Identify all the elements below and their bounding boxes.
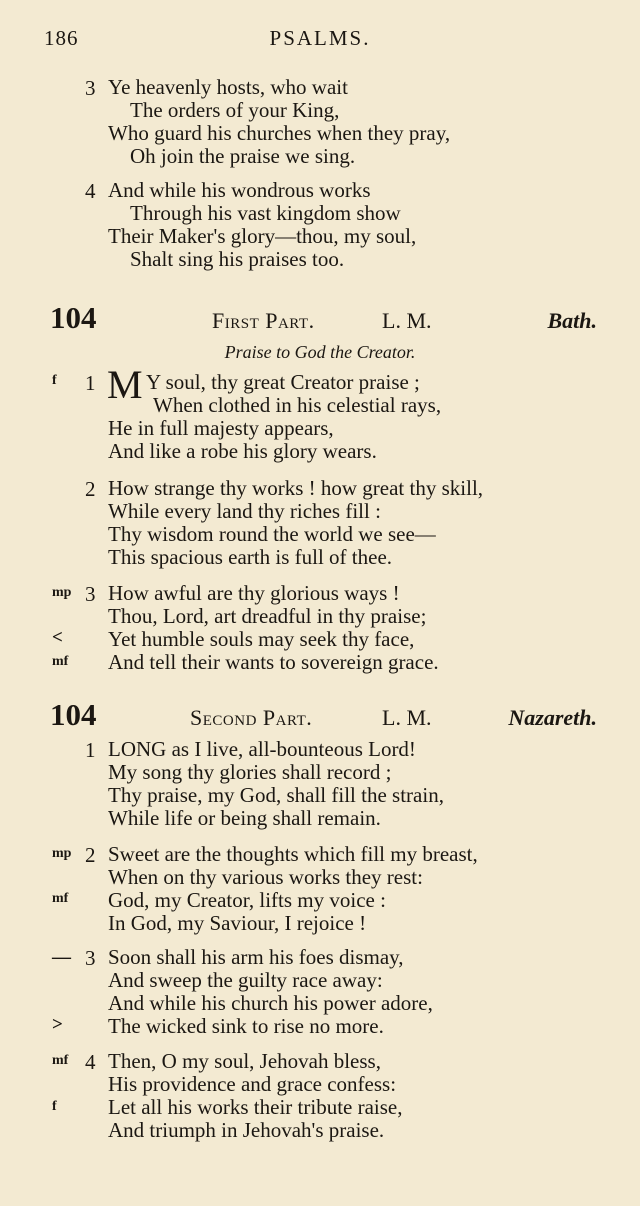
dynamic-mark: f: [52, 1099, 57, 1114]
page-number: 186: [44, 26, 79, 50]
verse-line: Through his vast kingdom show: [130, 201, 401, 225]
verse-line: This spacious earth is full of thee.: [108, 545, 393, 569]
verse-number: 1: [85, 738, 96, 762]
verse-line: And like a robe his glory wears.: [108, 439, 377, 463]
verse-line: Thy praise, my God, shall fill the strain,: [108, 783, 444, 807]
dynamic-mark: <: [52, 627, 63, 648]
verse-line: Soon shall his arm his foes dismay,: [108, 945, 404, 969]
dynamic-mark: >: [52, 1014, 63, 1035]
verse-line: He in full majesty appears,: [108, 416, 334, 440]
verse-line: Ye heavenly hosts, who wait: [108, 75, 348, 99]
part-label: Second Part.: [190, 705, 313, 730]
verse-line: The wicked sink to rise no more.: [108, 1014, 384, 1038]
hymn-number: 104: [50, 300, 97, 335]
verse-number: 3: [85, 582, 96, 606]
verse-line: God, my Creator, lifts my voice :: [108, 888, 386, 912]
dynamic-mark: —: [52, 947, 71, 968]
verse-line: Shalt sing his praises too.: [130, 247, 345, 271]
verse-line: And while his church his power adore,: [108, 991, 433, 1015]
meter-label: L. M.: [382, 705, 432, 730]
dynamic-mark: mp: [52, 585, 72, 600]
dynamic-mark: mp: [52, 846, 72, 861]
verse-line: And sweep the guilty race away:: [108, 968, 383, 992]
verse-line: The orders of your King,: [130, 98, 340, 122]
verse-number: 3: [85, 76, 96, 100]
verse-line: While life or being shall remain.: [108, 806, 381, 830]
dynamic-mark: f: [52, 373, 57, 388]
tune-name: Bath.: [547, 308, 597, 333]
drop-cap: M: [107, 362, 143, 407]
hymn-number: 104: [50, 697, 97, 732]
verse-line: Yet humble souls may seek thy face,: [108, 627, 415, 651]
verse-line: When on thy various works they rest:: [108, 865, 423, 889]
verse-line: And triumph in Jehovah's praise.: [108, 1118, 385, 1142]
verse-line: Who guard his churches when they pray,: [108, 121, 451, 145]
verse-line: And tell their wants to sovereign grace.: [108, 650, 439, 674]
verse-line: When clothed in his celestial rays,: [153, 393, 442, 417]
verse-number: 4: [85, 179, 96, 203]
verse-line: Oh join the praise we sing.: [130, 144, 356, 168]
verse-line: LONG as I live, all-bounteous Lord!: [108, 737, 416, 761]
verse-number: 2: [85, 477, 96, 501]
verse-line: Their Maker's glory—thou, my soul,: [108, 224, 417, 248]
meter-label: L. M.: [382, 308, 432, 333]
verse-number: 4: [85, 1050, 96, 1074]
verse-line: How strange thy works ! how great thy skill,: [108, 476, 484, 500]
page-title: PSALMS.: [269, 26, 371, 50]
verse-number: 1: [85, 371, 96, 395]
verse-line: In God, my Saviour, I rejoice !: [108, 911, 367, 935]
verse-number: 2: [85, 843, 96, 867]
verse-line: My song thy glories shall record ;: [108, 760, 392, 784]
tune-name: Nazareth.: [508, 705, 597, 730]
verse-line: His providence and grace confess:: [108, 1072, 397, 1096]
dynamic-mark: mf: [52, 891, 69, 906]
verse-line: Sweet are the thoughts which fill my breast,: [108, 842, 478, 866]
verse-line: Thou, Lord, art dreadful in thy praise;: [108, 604, 427, 628]
verse-line: How awful are thy glorious ways !: [108, 581, 400, 605]
verse-number: 3: [85, 946, 96, 970]
hymn-subtitle: Praise to God the Creator.: [224, 342, 416, 362]
verse-line: Let all his works their tribute raise,: [108, 1095, 403, 1119]
dynamic-mark: mf: [52, 1053, 69, 1068]
part-label: First Part.: [212, 308, 315, 333]
verse-line: While every land thy riches fill :: [108, 499, 381, 523]
dynamic-mark: mf: [52, 654, 69, 669]
verse-line: Then, O my soul, Jehovah bless,: [108, 1049, 381, 1073]
verse-line: Y soul, thy great Creator praise ;: [146, 370, 420, 394]
verse-line: Thy wisdom round the world we see—: [108, 522, 436, 546]
verse-line: And while his wondrous works: [108, 178, 371, 202]
